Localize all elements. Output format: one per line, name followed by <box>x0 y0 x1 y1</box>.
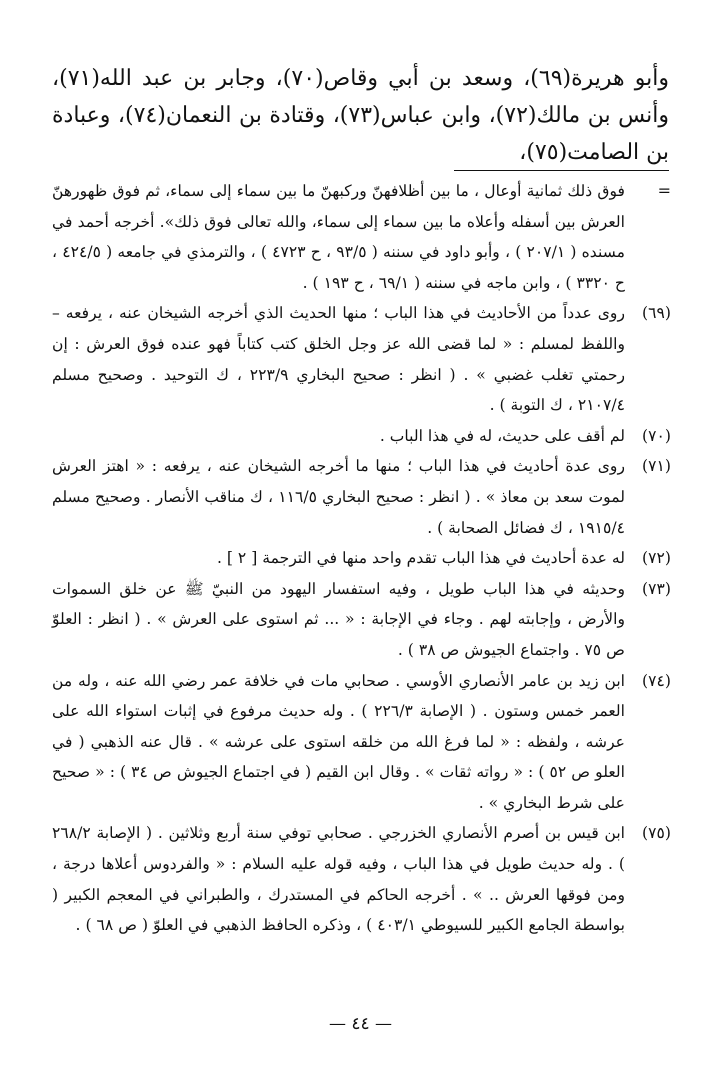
footnote-72 <box>52 543 671 574</box>
footnote-number: (٧٣) <box>642 579 671 598</box>
footnote-text: وحديثه في هذا الباب طويل ، وفيه استفسار اليهود من النبيّ ﷺ عن خلق السموات والأرض ، وإجابته لهم . وجاء في الإجابة : « ... ثم استوى على العرش » . ( انظر : العلوّ ص ٧٥ . واجتماع الجيوش ص ٣٨ ) . <box>52 579 625 659</box>
footnote-number: (٦٩) <box>642 304 671 323</box>
footnote-number: (٧٠) <box>642 426 671 445</box>
footnote-text: له عدة أحاديث في هذا الباب تقدم واحد منها في الترجمة [ ٢ ] . <box>216 549 625 568</box>
main-text-paragraph: وأبو هريرة(٦٩)، وسعد بن أبي وقاص(٧٠)، وجابر بن عبد الله(٧١)، وأنس بن مالك(٧٢)، وابن عباس(٧٣)، وقتادة بن النعمان(٧٤)، وعبادة بن الصامت(٧٥)، <box>52 66 670 165</box>
page-number: — ٤٤ — <box>328 1014 393 1034</box>
footnote-74 <box>52 666 671 819</box>
footnote-text: ابن قيس بن أصرم الأنصاري الخزرجي . صحابي توفي سنة أربع وثلاثين . ( الإصابة ٢٦٨/٢ ) . وله حديث طويل في هذا الباب ، وفيه قوله عليه السلام : « والفردوس أعلاها درجة ، ومن فوقها العرش .. » . أخرجه الحاكم في المستدرك ، والطبراني في المعجم الكبير ( بواسطة الجامع الكبير للسيوطي ٤٠٣/١ ) ، وذكره الحافظ الذهبي في العلوّ ( ص ٦٨ ) . <box>52 824 625 935</box>
footnote-73 <box>52 574 671 666</box>
footnote-text: ابن زيد بن عامر الأنصاري الأوسي . صحابي مات في خلافة عمر رضي الله عنه ، وله من العمر خمس وستون . ( الإصابة ٢٢٦/٣ ) . وله حديث مرفوع في إثبات استواء الله على عرشه ، ولفظه : « لما فرغ الله من خلقه استوى على عرشه » . قال عنه الذهبي ( في العلو ص ٥٢ ) : « رواته ثقات » . وقال ابن القيم ( في اجتماع الجيوش ص ٣٤ ) : « صحيح على شرط البخاري » . <box>52 671 625 812</box>
footnotes-section <box>52 176 671 941</box>
footnote-number: = <box>657 181 671 200</box>
footnote-70 <box>52 421 671 452</box>
footnote-75 <box>52 818 671 940</box>
footnote-text: لم أقف على حديث، له في هذا الباب . <box>379 426 625 445</box>
footnote-number: (٧٢) <box>642 549 671 568</box>
footnote-69 <box>52 298 671 420</box>
footnote-71 <box>52 451 671 543</box>
footnote-text: روى عدداً من الأحاديث في هذا الباب ؛ منها الحديث الذي أخرجه الشيخان عنه ، يرفعه – واللفظ لمسلم : « لما قضى الله عز وجل الخلق كتب كتاباً فهو عنده فوق العرش : إن رحمتي تغلب غضبي » . ( انظر : صحيح البخاري ٢٢٣/٩ ، ك التوحيد . وصحيح مسلم ٢١٠٧/٤ ، ك التوبة ) . <box>52 304 626 415</box>
footnote-text: فوق ذلك ثمانية أوعال ، ما بين أظلافهنّ وركبهنّ ما بين سماء إلى سماء، ثم فوق ظهورهنّ العرش بين أسفله وأعلاه ما بين سماء إلى سماء، والله تعالى فوق ذلك». أخرجه أحمد في مسنده ( ٢٠٧/١ ) ، وأبو داود في سننه ( ٩٣/٥ ، ح ٤٧٢٣ ) ، والترمذي في جامعه ( ٤٢٤/٥ ، ح ٣٣٢٠ ) ، وابن ماجه في سننه ( ٦٩/١ ، ح ١٩٣ ) . <box>52 182 625 292</box>
footnote-number: (٧١) <box>642 457 671 476</box>
footnote-separator-line <box>454 170 669 171</box>
footnote-continuation <box>52 176 671 298</box>
footnote-text: روى عدة أحاديث في هذا الباب ؛ منها ما أخرجه الشيخان عنه ، يرفعه : « اهتز العرش لموت سعد بن معاذ » . ( انظر : صحيح البخاري ١١٦/٥ ، ك مناقب الأنصار . وصحيح مسلم ١٩١٥/٤ ، ك فضائل الصحابة ) . <box>52 457 625 537</box>
footnote-number: (٧٤) <box>642 671 671 690</box>
footnote-number: (٧٥) <box>642 824 671 843</box>
